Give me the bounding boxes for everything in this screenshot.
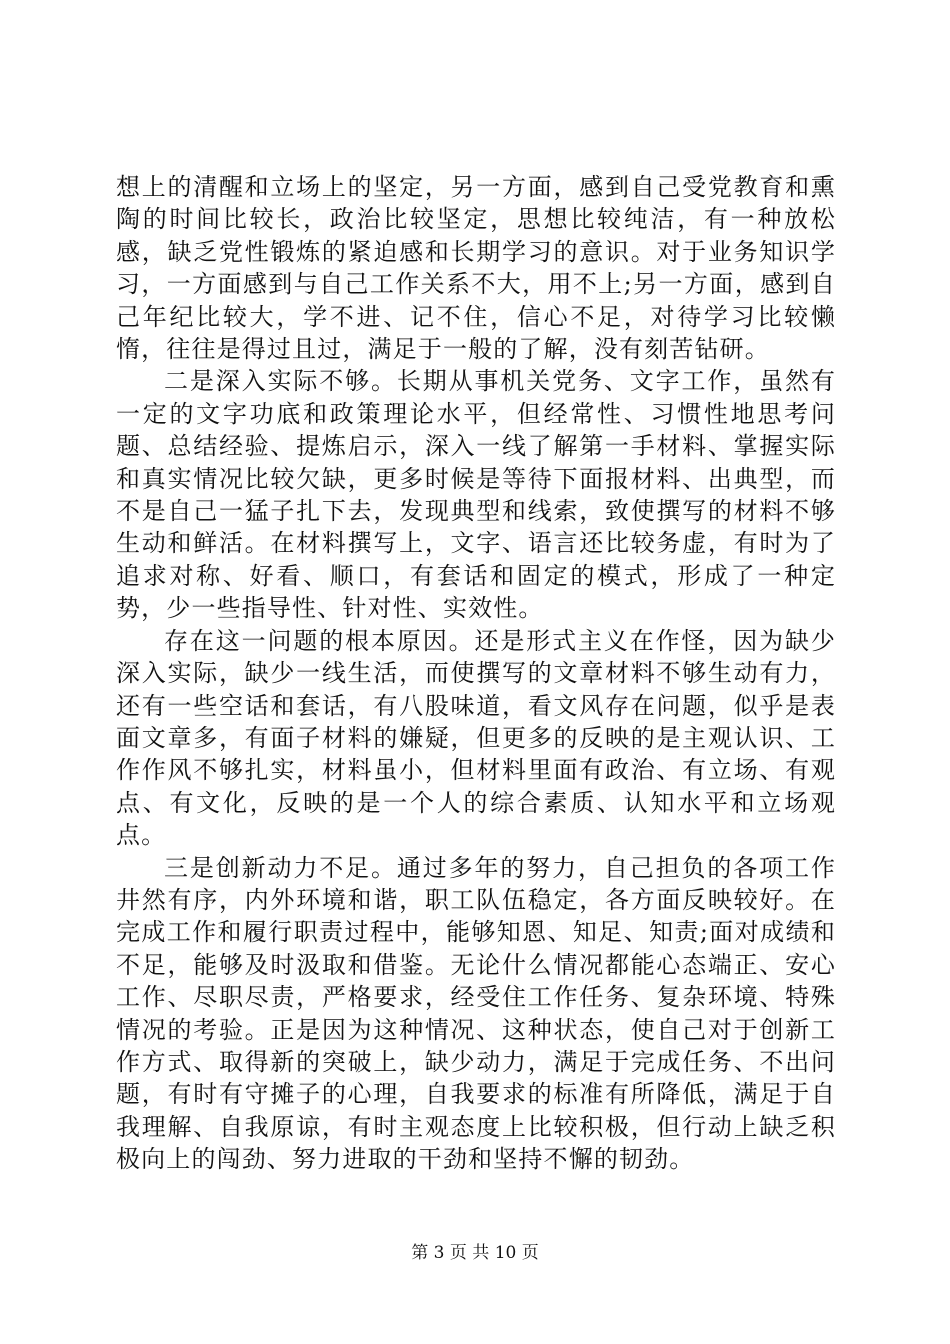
page-number-footer: 第 3 页 共 10 页 xyxy=(411,1243,539,1263)
paragraph-root-cause: 存在这一问题的根本原因。还是形式主义在作怪，因为缺少深入实际，缺少一线生活，而使撰写的文章材料不够生动有力，还有一些空话和套话，有八股味道，看文风存在问题，似乎是表面文章多，有面子材料的嫌疑，但更多的反映的是主观认识、工作作风不够扎实，材料虽小，但材料里面有政治、有立场、有观点、有文化，反映的是一个人的综合素质、认知水平和立场观点。 xyxy=(116,626,836,850)
paragraph-point-three: 三是创新动力不足。通过多年的努力，自己担负的各项工作井然有序，内外环境和谐，职工队伍稳定，各方面反映较好。在完成工作和履行职责过程中，能够知恩、知足、知责;面对成绩和不足，能够及时汲取和借鉴。无论什么情况都能心态端正、安心工作、尽职尽责，严格要求，经受住工作任务、复杂环境、特殊情况的考验。正是因为这种情况、这种状态，使自己对于创新工作方式、取得新的突破上，缺少动力，满足于完成任务、不出问题，有时有守摊子的心理，自我要求的标准有所降低，满足于自我理解、自我原谅，有时主观态度上比较积极，但行动上缺乏积极向上的闯劲、努力进取的干劲和坚持不懈的韧劲。 xyxy=(116,853,836,1174)
paragraph-continuation: 想上的清醒和立场上的坚定，另一方面，感到自己受党教育和熏陶的时间比较长，政治比较坚定，思想比较纯洁，有一种放松感，缺乏党性锻炼的紧迫感和长期学习的意识。对于业务知识学习，一方面感到与自己工作关系不大，用不上;另一方面，感到自己年纪比较大，学不进、记不住，信心不足，对待学习比较懒惰，往往是得过且过，满足于一般的了解，没有刻苦钻研。 xyxy=(116,173,836,364)
document-body xyxy=(116,171,836,1176)
paragraph-point-two: 二是深入实际不够。长期从事机关党务、文字工作，虽然有一定的文字功底和政策理论水平，但经常性、习惯性地思考问题、总结经验、提炼启示，深入一线了解第一手材料、掌握实际和真实情况比较欠缺，更多时候是等待下面报材料、出典型，而不是自己一猛子扎下去，发现典型和线索，致使撰写的材料不够生动和鲜活。在材料撰写上，文字、语言还比较务虚，有时为了追求对称、好看、顺口，有套话和固定的模式，形成了一种定势，少一些指导性、针对性、实效性。 xyxy=(116,367,836,623)
